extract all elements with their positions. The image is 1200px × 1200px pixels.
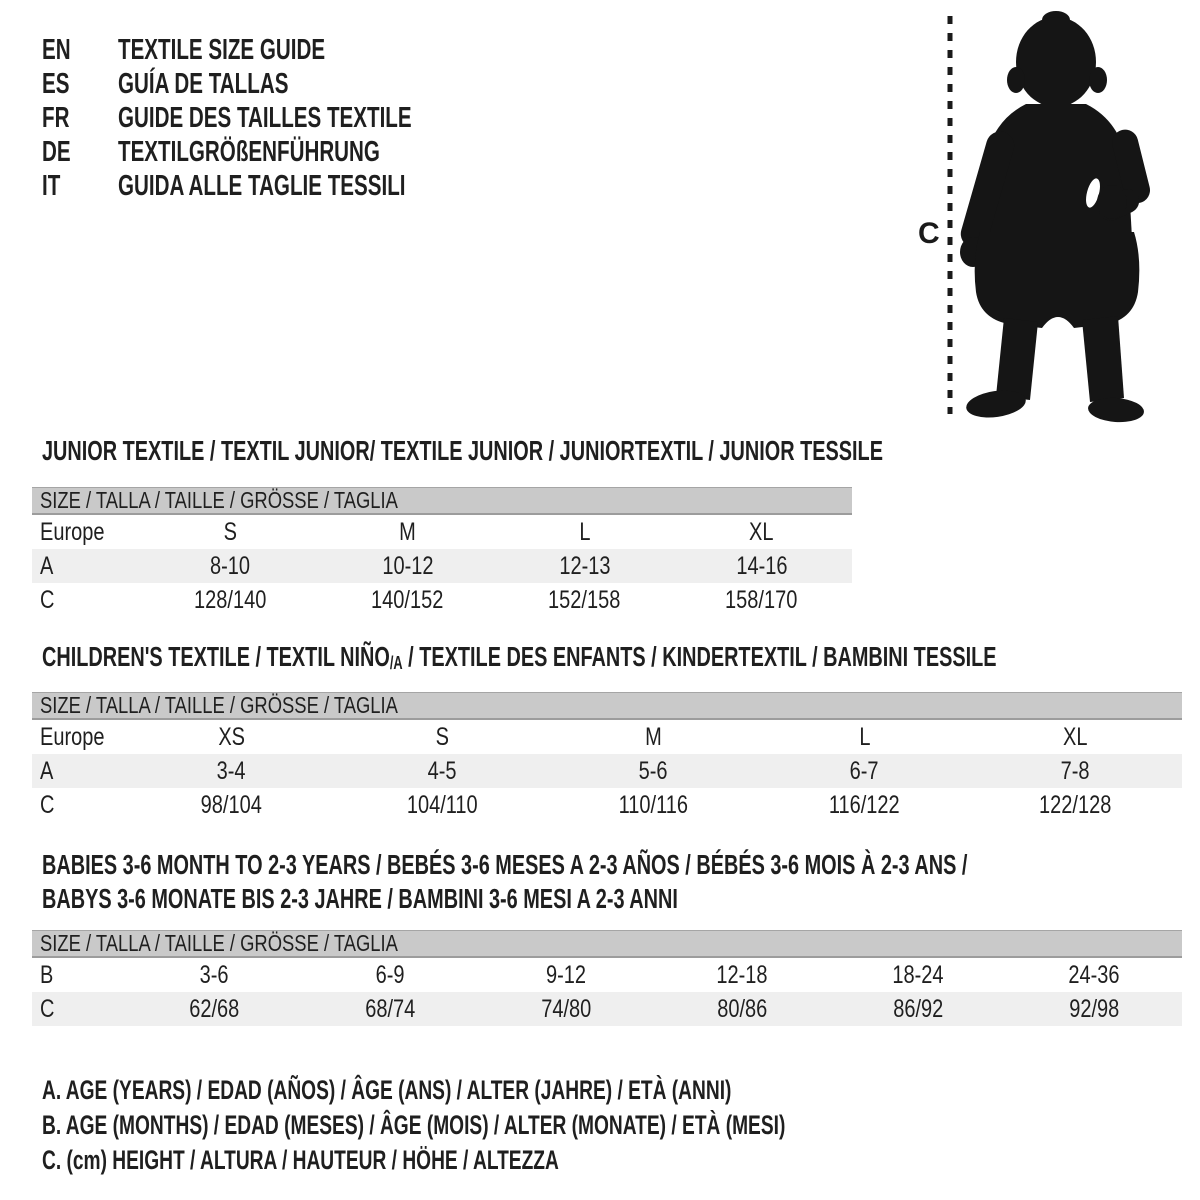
table-cell: 122/128 bbox=[1039, 790, 1112, 819]
size-table-section bbox=[32, 640, 1200, 822]
height-measure-label: C bbox=[918, 217, 940, 250]
table-cell: 74/80 bbox=[540, 994, 592, 1023]
table-cell: 68/74 bbox=[364, 994, 416, 1023]
table-cell: 152/158 bbox=[548, 585, 621, 614]
table-cell: M bbox=[645, 722, 662, 751]
row-label: C bbox=[40, 585, 55, 614]
table-cell: 3-6 bbox=[199, 960, 229, 989]
table-cell: XS bbox=[218, 722, 245, 751]
table-cell: 24-36 bbox=[1068, 960, 1120, 989]
language-row bbox=[42, 101, 532, 135]
table-row bbox=[32, 788, 1182, 822]
table-cell: 5-6 bbox=[639, 756, 668, 785]
table-cell: XL bbox=[1063, 722, 1088, 751]
size-table-section bbox=[32, 434, 1200, 617]
toddler-silhouette-figure bbox=[880, 0, 1190, 440]
table-cell: 86/92 bbox=[892, 994, 944, 1023]
row-label: A bbox=[40, 756, 54, 785]
table-cell: 18-24 bbox=[892, 960, 944, 989]
language-title: TEXTILGRÖßENFÜHRUNG bbox=[118, 135, 380, 168]
table-row bbox=[32, 754, 1182, 788]
title-text: BABIES 3-6 MONTH TO 2-3 YEARS / BEBÉS 3-6 MESES A 2-3 AÑOS / BÉBÉS 3-6 MOIS À 2-3 ANS / bbox=[42, 849, 968, 880]
section-title-text bbox=[42, 848, 967, 882]
table-cell: 6-9 bbox=[375, 960, 405, 989]
table-cell: 8-10 bbox=[210, 551, 251, 580]
size-table bbox=[32, 692, 1182, 822]
title-text: / TEXTILE DES ENFANTS / KINDERTEXTIL / BAMBINI TESSILE bbox=[402, 641, 997, 672]
table-row bbox=[32, 958, 1182, 992]
table-row bbox=[32, 515, 852, 549]
table-cell: 110/116 bbox=[618, 790, 689, 819]
language-code: ES bbox=[42, 67, 70, 100]
size-table bbox=[32, 487, 852, 617]
language-code: FR bbox=[42, 101, 70, 134]
section-title-line bbox=[42, 848, 1200, 882]
table-cell: 62/68 bbox=[188, 994, 240, 1023]
title-subscript: /A bbox=[389, 653, 403, 673]
row-label: Europe bbox=[40, 517, 105, 546]
language-title: GUÍA DE TALLAS bbox=[118, 67, 289, 100]
language-code: IT bbox=[42, 169, 61, 202]
section-title bbox=[42, 640, 1200, 674]
table-cell: XL bbox=[749, 517, 774, 546]
section-title-text bbox=[42, 640, 997, 677]
section-title bbox=[42, 434, 1200, 468]
legend bbox=[42, 1073, 1089, 1178]
size-header-label: SIZE / TALLA / TAILLE / GRÖSSE / TAGLIA bbox=[40, 487, 398, 513]
section-title-line bbox=[42, 640, 1200, 674]
language-title: GUIDA ALLE TAGLIE TESSILI bbox=[118, 169, 406, 202]
size-table-rows bbox=[32, 515, 852, 617]
size-table-rows bbox=[32, 958, 1182, 1026]
table-cell: 92/98 bbox=[1068, 994, 1120, 1023]
toddler-silhouette bbox=[957, 11, 1152, 424]
row-label: C bbox=[40, 790, 55, 819]
size-table-section bbox=[32, 848, 1200, 1026]
table-cell: 104/110 bbox=[407, 790, 478, 819]
row-label: Europe bbox=[40, 722, 105, 751]
language-row bbox=[42, 169, 532, 203]
table-cell: L bbox=[858, 722, 871, 751]
language-row bbox=[42, 33, 532, 67]
table-cell: 98/104 bbox=[200, 790, 263, 819]
table-cell: 10-12 bbox=[381, 551, 434, 580]
legend-line: B. AGE (MONTHS) / EDAD (MESES) / ÂGE (MOIS) / ALTER (MONATE) / ETÀ (MESI) bbox=[42, 1110, 786, 1140]
table-cell: S bbox=[435, 722, 450, 751]
size-header-label: SIZE / TALLA / TAILLE / GRÖSSE / TAGLIA bbox=[40, 692, 398, 718]
language-title: GUIDE DES TAILLES TEXTILE bbox=[118, 101, 412, 134]
table-row bbox=[32, 720, 1182, 754]
table-cell: 6-7 bbox=[850, 756, 879, 785]
table-cell: 12-13 bbox=[558, 551, 611, 580]
legend-line: C. (cm) HEIGHT / ALTURA / HAUTEUR / HÖHE / ALTEZZA bbox=[42, 1145, 559, 1175]
language-title-list bbox=[42, 33, 532, 203]
language-row bbox=[42, 135, 532, 169]
size-header-row bbox=[32, 930, 1182, 958]
table-row bbox=[32, 992, 1182, 1026]
table-cell: 9-12 bbox=[545, 960, 587, 989]
table-cell: 3-4 bbox=[217, 756, 246, 785]
table-row bbox=[32, 549, 852, 583]
table-cell: S bbox=[223, 517, 238, 546]
title-text: BABYS 3-6 MONATE BIS 2-3 JAHRE / BAMBINI 3-6 MESI A 2-3 ANNI bbox=[42, 883, 678, 914]
table-cell: 128/140 bbox=[194, 585, 267, 614]
size-header-row bbox=[32, 487, 852, 515]
row-label: C bbox=[40, 994, 55, 1023]
section-title-line bbox=[42, 882, 1200, 916]
table-cell: 14-16 bbox=[735, 551, 788, 580]
language-row bbox=[42, 67, 532, 101]
table-cell: 7-8 bbox=[1061, 756, 1090, 785]
table-cell: 80/86 bbox=[716, 994, 768, 1023]
table-cell: 140/152 bbox=[371, 585, 444, 614]
title-text: JUNIOR TEXTILE / TEXTIL JUNIOR/ TEXTILE JUNIOR / JUNIORTEXTIL / JUNIOR TESSILE bbox=[42, 435, 883, 466]
language-title: TEXTILE SIZE GUIDE bbox=[118, 33, 326, 66]
row-label: A bbox=[40, 551, 54, 580]
size-header-row bbox=[32, 692, 1182, 720]
section-title bbox=[42, 848, 1200, 916]
section-title-text bbox=[42, 434, 883, 468]
row-label: B bbox=[40, 960, 54, 989]
table-cell: 12-18 bbox=[716, 960, 768, 989]
legend-line: A. AGE (YEARS) / EDAD (AÑOS) / ÂGE (ANS) / ALTER (JAHRE) / ETÀ (ANNI) bbox=[42, 1075, 732, 1105]
section-title-text bbox=[42, 882, 678, 916]
size-table bbox=[32, 930, 1182, 1026]
table-cell: M bbox=[399, 517, 416, 546]
title-text: CHILDREN'S TEXTILE / TEXTIL NIÑO bbox=[42, 641, 390, 672]
size-header-label: SIZE / TALLA / TAILLE / GRÖSSE / TAGLIA bbox=[40, 930, 398, 956]
table-row bbox=[32, 583, 852, 617]
language-code: EN bbox=[42, 33, 71, 66]
table-cell: L bbox=[578, 517, 591, 546]
language-code: DE bbox=[42, 135, 71, 168]
section-title-line bbox=[42, 434, 1200, 468]
table-cell: 4-5 bbox=[428, 756, 457, 785]
size-table-rows bbox=[32, 720, 1182, 822]
table-cell: 158/170 bbox=[725, 585, 798, 614]
table-cell: 116/122 bbox=[829, 790, 900, 819]
